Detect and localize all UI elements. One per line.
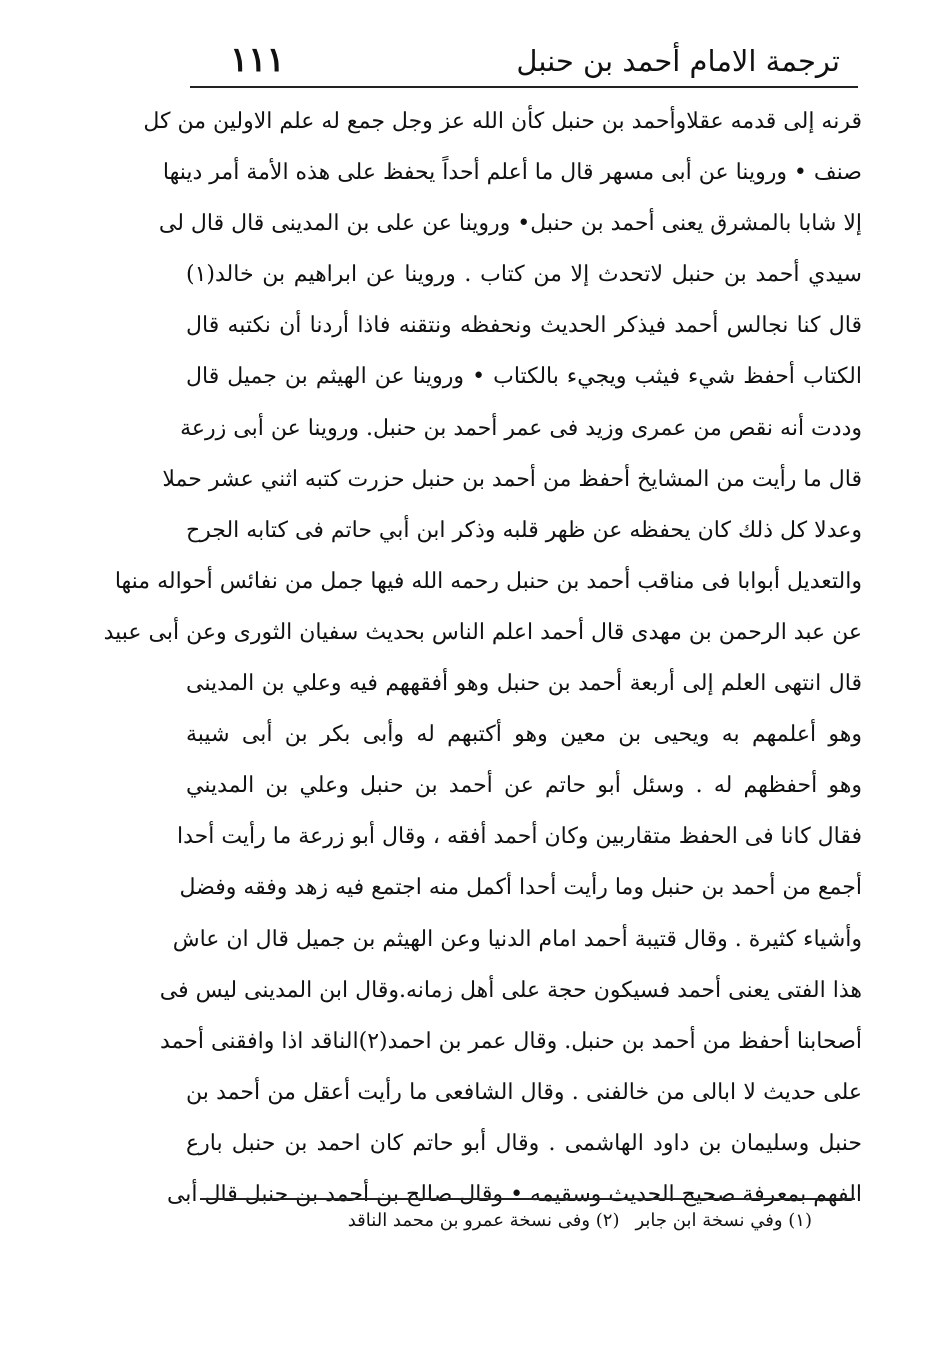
text-line: قال انتهى العلم إلى أربعة أحمد بن حنبل وهو أفقههم فيه وعلي بن المدينى xyxy=(186,671,862,697)
body-text xyxy=(103,96,862,1220)
footnotes xyxy=(320,1204,812,1238)
text-line: هذا الفتى يعنى أحمد فسيكون حجة على أهل زمانه.وقال ابن المدينى ليس فى xyxy=(159,977,862,1003)
text-line: الكتاب أحفظ شيء فيثب ويجيء بالكتاب • وروينا عن الهيثم بن جميل قال xyxy=(186,364,862,390)
footnote-rule xyxy=(200,1198,855,1200)
text-line: وأشياء كثيرة . وقال قتيبة أحمد امام الدنيا وعن الهيثم بن جميل قال ان عاش xyxy=(172,926,862,952)
footnote-2: (٢) وفى نسخة عمرو بن محمد الناقد xyxy=(347,1210,620,1231)
text-line: على حديث لا ابالى من خالفنى . وقال الشافعى ما رأيت أعقل من أحمد بن xyxy=(186,1079,862,1105)
text-line: قال كنا نجالس أحمد فيذكر الحديث ونحفظه ونتقنه فاذا أردنا أن نكتبه قال xyxy=(186,313,862,339)
text-line: وهو أحفظهم له . وسئل أبو حاتم عن أحمد بن حنبل وعلي بن المديني xyxy=(186,773,862,799)
text-line: سيدي أحمد بن حنبل لاتحدث إلا من كتاب . وروينا عن ابراهيم بن خالد(١) xyxy=(186,262,862,288)
page-number: ١١١ xyxy=(230,40,285,80)
text-line: إلا شابا بالمشرق يعنى أحمد بن حنبل• وروينا عن على بن المدينى قال قال لى xyxy=(158,211,862,237)
text-line: أجمع من أحمد بن حنبل وما رأيت أحدا أكمل منه اجتمع فيه زهد وفقه وفضل xyxy=(179,875,862,901)
text-line: وعدلا كل ذلك كان يحفظه عن ظهر قلبه وذكر ابن أبي حاتم فى كتابه الجرح xyxy=(185,517,862,543)
text-line: وددت أنه نقص من عمرى وزيد فى عمر أحمد بن حنبل. وروينا عن أبى زرعة xyxy=(180,415,862,441)
page-header xyxy=(190,34,858,80)
text-line: فقال كانا فى الحفظ متقاربين وكان أحمد أفقه ، وقال أبو زرعة ما رأيت أحدا xyxy=(176,824,862,850)
text-line: وهو أعلمهم به ويحيى بن معين وهو أكتبهم له وأبى بكر بن أبى شيبة xyxy=(186,722,862,748)
text-line: قرنه إلى قدمه عقلاوأحمد بن حنبل كأن الله عز وجل جمع له علم الاولين من كل xyxy=(143,109,862,134)
footnote-1: (١) وفي نسخة ابن جابر xyxy=(635,1210,812,1231)
text-line: عن عبد الرحمن بن مهدى قال أحمد اعلم الناس بحديث سفيان الثورى وعن أبى عبيد xyxy=(103,619,862,645)
text-line: قال ما رأيت من المشايخ أحفظ من أحمد بن حنبل حزرت كتبه اثني عشر حملا xyxy=(162,466,862,492)
text-line: صنف • وروينا عن أبى مسهر قال ما أعلم أحداً يحفظ على هذه الأمة أمر دينها xyxy=(162,160,862,186)
running-title: ترجمة الامام أحمد بن حنبل xyxy=(516,44,840,78)
text-line: الفهم بمعرفة صحيح الحديث وسقيمه • وقال صالح بن أحمد بن حنبل قال أبى xyxy=(166,1181,862,1207)
text-line: والتعديل أبوابا فى مناقب أحمد بن حنبل رحمه الله فيها جمل من نفائس أحواله منها xyxy=(114,568,862,594)
text-line: أصحابنا أحفظ من أحمد بن حنبل. وقال عمر بن احمد(٢)الناقد اذا وافقنى أحمد xyxy=(160,1028,862,1054)
header-rule xyxy=(190,86,858,88)
text-line: حنبل وسليمان بن داود الهاشمى . وقال أبو حاتم كان احمد بن حنبل بارع xyxy=(186,1130,862,1156)
